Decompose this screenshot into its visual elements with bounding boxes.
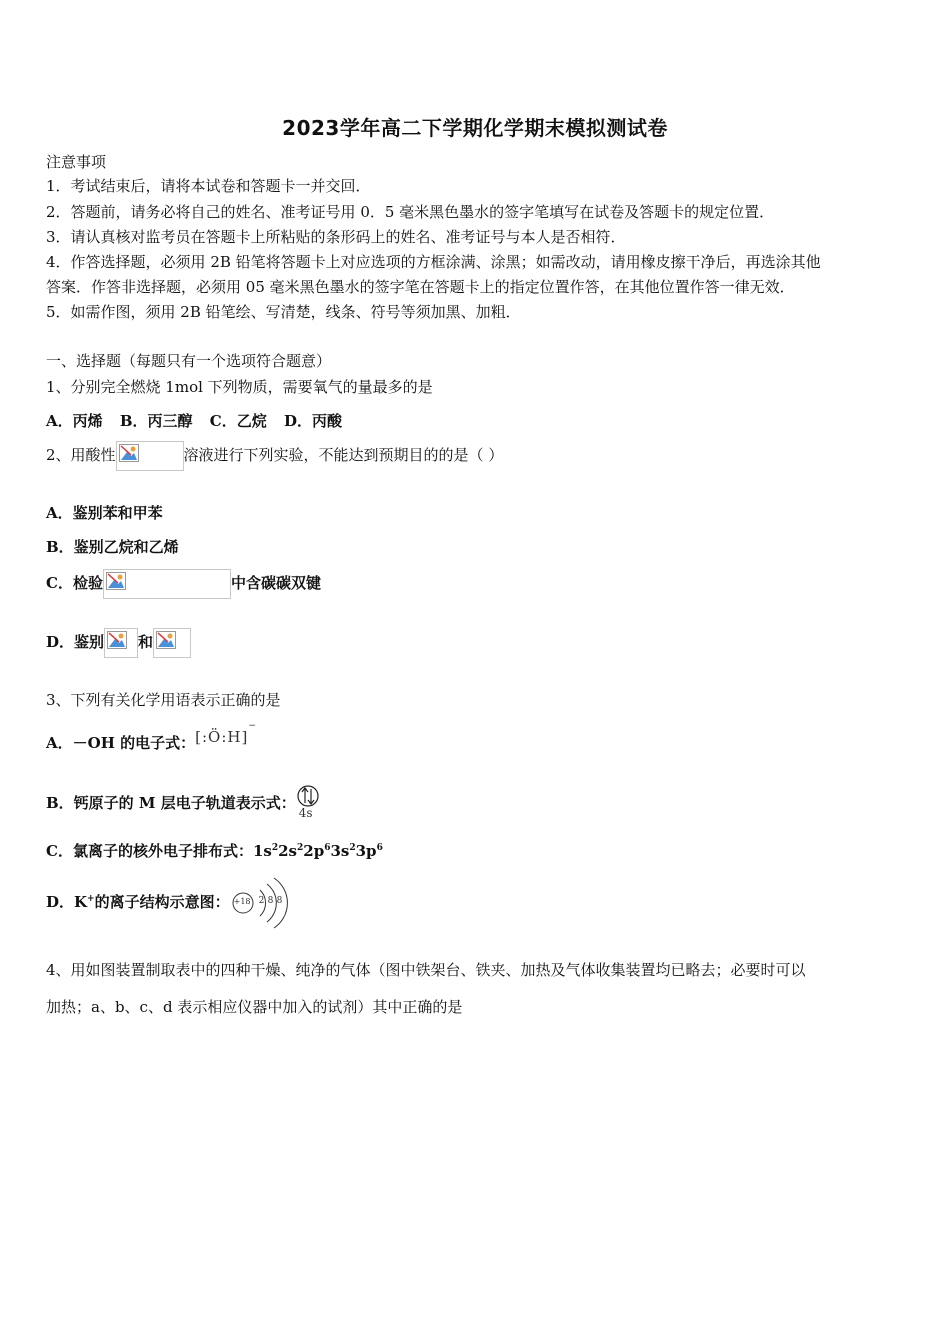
electron-config: $1s^22s^22p^63s^23p^6$: [252, 842, 383, 860]
q1-option-b: B．丙三醇: [119, 412, 193, 430]
q2-option-a: A．鉴别苯和甲苯: [46, 504, 163, 522]
q2-option-d: D．鉴别 和: [46, 627, 191, 658]
notice-item: 2．答题前，请务必将自己的姓名、准考证号用 0．5 毫米黑色墨水的签字笔填写在试卷及答题卡的规定位置．: [46, 203, 775, 221]
q1-option-a: A．丙烯: [46, 412, 103, 430]
question-3-stem: 3、下列有关化学用语表示正确的是: [46, 691, 281, 709]
notice-item: 3．请认真核对监考员在答题卡上所粘贴的条形码上的姓名、准考证号与本人是否相符．: [46, 228, 626, 246]
ion-structure-diagram: [230, 873, 292, 933]
page-title: 2023学年高二下学期化学期末模拟测试卷: [282, 116, 668, 140]
q3-option-b: B．钙原子的 M 层电子轨道表示式： 4s: [46, 778, 322, 828]
broken-image-icon: [103, 569, 231, 599]
shell-count: 8: [267, 896, 274, 906]
q3-option-c: C．氯离子的核外电子排布式：$1s^22s^22p^63s^23p^6$: [46, 842, 383, 860]
notice-item: 4．作答选择题，必须用 2B 铅笔将答题卡上对应选项的方框涂满、涂黑；如需改动，请用橡皮擦干净后，再选涂其他: [46, 253, 821, 271]
q1-option-d: D．丙酸: [283, 412, 342, 430]
broken-image-icon: [153, 628, 191, 658]
notice-item: 答案．作答非选择题，必须用 05 毫米黑色墨水的签字笔在答题卡上的指定位置作答，在其他位置作答一律无效．: [46, 278, 795, 296]
q2-option-b: B．鉴别乙烷和乙烯: [46, 538, 179, 556]
question-1-options: [46, 411, 354, 431]
notice-heading: 注意事项: [46, 153, 107, 171]
shell-count: 8: [276, 896, 283, 906]
q1-option-c: C．乙烷: [209, 412, 267, 430]
shell-count: 2: [258, 896, 265, 906]
section-heading: 一、选择题（每题只有一个选项符合题意）: [46, 352, 332, 370]
question-2-stem: 2、用酸性 溶液进行下列实验，不能达到预期目的的是（ ）: [46, 440, 503, 471]
broken-image-icon: [104, 628, 138, 658]
question-4-stem-line1: 4、用如图装置制取表中的四种干燥、纯净的气体（图中铁架台、铁夹、加热及气体收集装置均已略去；必要时可以: [46, 961, 806, 979]
notice-item: 1．考试结束后，请将本试卷和答题卡一并交回．: [46, 177, 371, 195]
question-4-stem-line2: 加热；a、b、c、d 表示相应仪器中加入的试剂）其中正确的是: [46, 998, 463, 1016]
q3-option-a: A．－OH 的电子式：[:Ö:H]−: [46, 722, 257, 764]
electron-formula: [:Ö:H]−: [195, 721, 257, 746]
notice-item: 5．如需作图，须用 2B 铅笔绘、写清楚，线条、符号等须加黑、加粗．: [46, 303, 521, 321]
q3-option-d: D．K+的离子结构示意图： +18 2 8 8: [46, 872, 292, 933]
broken-image-icon: [116, 441, 184, 471]
nucleus-label: +18: [233, 897, 251, 906]
orbital-label: 4s: [298, 806, 313, 820]
question-1-stem: 1、分别完全燃烧 1mol 下列物质，需要氧气的量最多的是: [46, 378, 433, 396]
q2-option-c: C．检验 中含碳碳双键: [46, 568, 321, 599]
orbital-diagram: [296, 784, 322, 824]
